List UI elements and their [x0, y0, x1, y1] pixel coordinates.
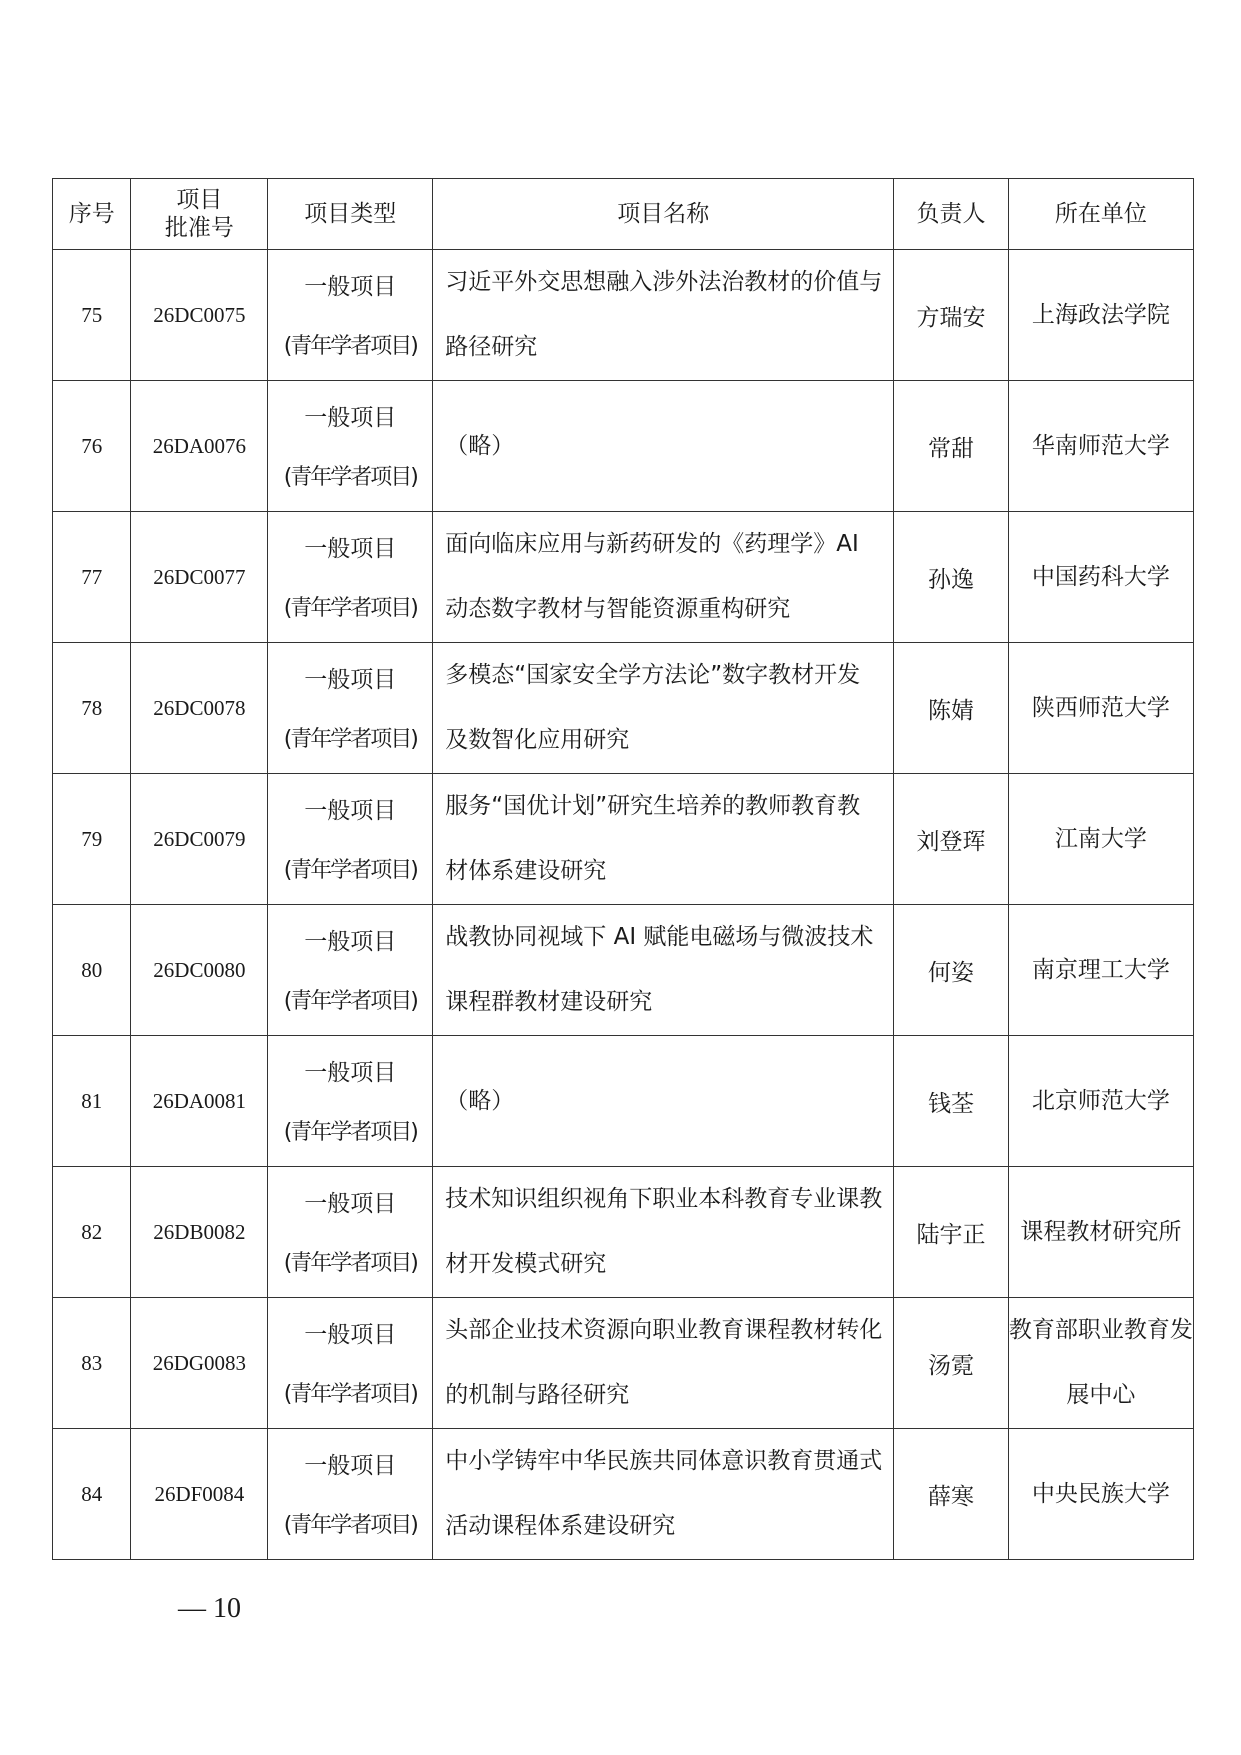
cell-project-name: 中小学铸牢中华民族共同体意识教育贯通式活动课程体系建设研究: [433, 1429, 894, 1560]
project-type-sub: (青年学者项目): [283, 596, 417, 621]
header-approval: [131, 179, 268, 250]
cell-project-type: [268, 905, 433, 1036]
cell-seq: 83: [53, 1298, 131, 1429]
cell-approval-number: 26DA0081: [131, 1036, 268, 1167]
cell-project-type: [268, 1036, 433, 1167]
cell-seq: 80: [53, 905, 131, 1036]
project-type-main: 一般项目: [304, 798, 397, 824]
table-row: [53, 1429, 1194, 1560]
cell-project-name: 服务“国优计划”研究生培养的教师教育教材体系建设研究: [433, 774, 894, 905]
table-row: [53, 1298, 1194, 1429]
cell-leader: 陈婧: [894, 643, 1009, 774]
cell-seq: 84: [53, 1429, 131, 1560]
cell-unit: 中央民族大学: [1008, 1429, 1193, 1560]
cell-approval-number: 26DC0077: [131, 512, 268, 643]
cell-unit: 南京理工大学: [1008, 905, 1193, 1036]
project-type-sub: (青年学者项目): [283, 1251, 417, 1276]
table-row: [53, 643, 1194, 774]
cell-project-name: 战教协同视域下 AI 赋能电磁场与微波技术课程群教材建设研究: [433, 905, 894, 1036]
project-type-sub: (青年学者项目): [283, 858, 417, 883]
cell-unit: 北京师范大学: [1008, 1036, 1193, 1167]
header-leader: 负责人: [894, 179, 1009, 250]
table-row: [53, 512, 1194, 643]
cell-seq: 78: [53, 643, 131, 774]
cell-unit: 陕西师范大学: [1008, 643, 1193, 774]
cell-project-name: 技术知识组织视角下职业本科教育专业课教材开发模式研究: [433, 1167, 894, 1298]
project-type-main: 一般项目: [304, 1322, 397, 1348]
cell-seq: 81: [53, 1036, 131, 1167]
project-type-main: 一般项目: [304, 1453, 397, 1479]
cell-project-name: （略）: [433, 381, 894, 512]
cell-seq: 76: [53, 381, 131, 512]
project-type-main: 一般项目: [304, 667, 397, 693]
project-table: [52, 178, 1194, 1560]
cell-approval-number: 26DC0080: [131, 905, 268, 1036]
cell-approval-number: 26DB0082: [131, 1167, 268, 1298]
cell-project-name: 面向临床应用与新药研发的《药理学》AI 动态数字教材与智能资源重构研究: [433, 512, 894, 643]
project-type-main: 一般项目: [304, 405, 397, 431]
cell-project-name: （略）: [433, 1036, 894, 1167]
cell-project-name: 习近平外交思想融入涉外法治教材的价值与路径研究: [433, 250, 894, 381]
cell-unit: 华南师范大学: [1008, 381, 1193, 512]
project-type-sub: (青年学者项目): [283, 1513, 417, 1538]
cell-approval-number: 26DC0075: [131, 250, 268, 381]
table-row: [53, 1167, 1194, 1298]
header-seq: 序号: [53, 179, 131, 250]
cell-approval-number: 26DG0083: [131, 1298, 268, 1429]
cell-project-name: 多模态“国家安全学方法论”数字教材开发及数智化应用研究: [433, 643, 894, 774]
cell-unit: 江南大学: [1008, 774, 1193, 905]
cell-leader: 陆宇正: [894, 1167, 1009, 1298]
project-type-main: 一般项目: [304, 1191, 397, 1217]
cell-unit: 上海政法学院: [1008, 250, 1193, 381]
table-row: [53, 1036, 1194, 1167]
table-row: [53, 905, 1194, 1036]
cell-leader: 方瑞安: [894, 250, 1009, 381]
cell-project-type: [268, 1167, 433, 1298]
cell-leader: 汤霓: [894, 1298, 1009, 1429]
cell-project-type: [268, 1298, 433, 1429]
project-type-main: 一般项目: [304, 274, 397, 300]
cell-approval-number: 26DC0078: [131, 643, 268, 774]
cell-project-type: [268, 381, 433, 512]
cell-project-type: [268, 512, 433, 643]
header-type: 项目类型: [268, 179, 433, 250]
table-row: [53, 774, 1194, 905]
table-header-row: [53, 179, 1194, 250]
cell-unit: 课程教材研究所: [1008, 1167, 1193, 1298]
cell-leader: 孙逸: [894, 512, 1009, 643]
cell-leader: 薛寒: [894, 1429, 1009, 1560]
cell-unit: 中国药科大学: [1008, 512, 1193, 643]
header-unit: 所在单位: [1008, 179, 1193, 250]
header-approval-line2: 批准号: [164, 215, 234, 241]
project-type-main: 一般项目: [304, 536, 397, 562]
project-type-sub: (青年学者项目): [283, 989, 417, 1014]
cell-leader: 何姿: [894, 905, 1009, 1036]
cell-project-name: 头部企业技术资源向职业教育课程教材转化的机制与路径研究: [433, 1298, 894, 1429]
project-type-sub: (青年学者项目): [283, 334, 417, 359]
cell-project-type: [268, 1429, 433, 1560]
project-type-sub: (青年学者项目): [283, 1120, 417, 1145]
cell-project-type: [268, 250, 433, 381]
project-type-main: 一般项目: [304, 929, 397, 955]
cell-leader: 常甜: [894, 381, 1009, 512]
cell-seq: 79: [53, 774, 131, 905]
project-type-sub: (青年学者项目): [283, 465, 417, 490]
table-row: [53, 381, 1194, 512]
header-name: 项目名称: [433, 179, 894, 250]
cell-approval-number: 26DA0076: [131, 381, 268, 512]
cell-seq: 82: [53, 1167, 131, 1298]
header-approval-line1: 项目: [176, 187, 223, 213]
table-row: [53, 250, 1194, 381]
project-type-sub: (青年学者项目): [283, 727, 417, 752]
cell-approval-number: 26DC0079: [131, 774, 268, 905]
cell-seq: 75: [53, 250, 131, 381]
cell-leader: 刘登珲: [894, 774, 1009, 905]
cell-seq: 77: [53, 512, 131, 643]
cell-leader: 钱荃: [894, 1036, 1009, 1167]
cell-unit: 教育部职业教育发展中心: [1008, 1298, 1193, 1429]
cell-approval-number: 26DF0084: [131, 1429, 268, 1560]
cell-project-type: [268, 774, 433, 905]
table-body: [53, 250, 1194, 1560]
project-type-main: 一般项目: [304, 1060, 397, 1086]
page-number: — 10: [178, 1593, 241, 1624]
project-type-sub: (青年学者项目): [283, 1382, 417, 1407]
cell-project-type: [268, 643, 433, 774]
